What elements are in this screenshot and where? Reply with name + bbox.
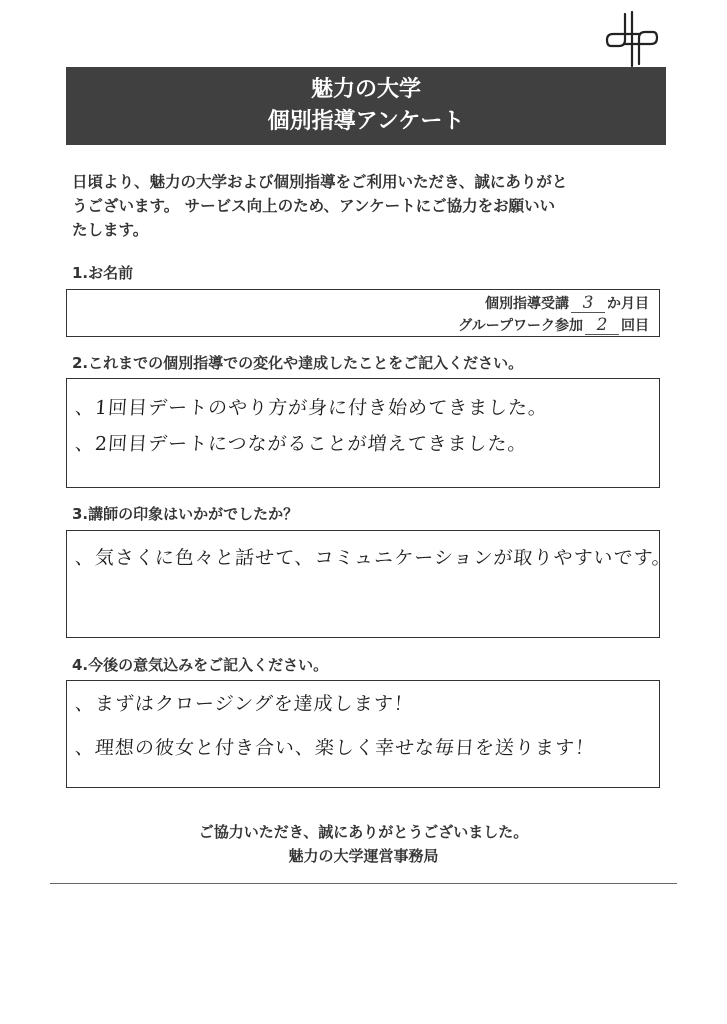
q3-answer-line-1: 、気さくに色々と話せて、コミュニケーションが取りやすいです。 (74, 547, 673, 569)
q1-name-box[interactable] (66, 289, 660, 337)
individual-value[interactable]: 3 (571, 294, 605, 313)
q3-answer-box[interactable] (66, 530, 673, 638)
group-value[interactable]: 2 (585, 316, 619, 335)
intro-line-1: 日頃より、魅力の大学および個別指導をご利用いただき、誠にありがと (72, 173, 568, 191)
bottom-divider (50, 883, 677, 884)
q2-label: 2.これまでの個別指導での変化や達成したことをご記入ください。 (72, 354, 524, 372)
q1-label: 1.お名前 (72, 264, 134, 282)
group-work-count (458, 315, 649, 335)
q4-label: 4.今後の意気込みをご記入ください。 (72, 656, 329, 674)
q4-answer-line-2: 、理想の彼女と付き合い、楽しく幸せな毎日を送ります！ (74, 737, 596, 759)
q4-answer-line-1: 、まずはクロージングを達成します！ (74, 693, 415, 715)
group-prefix: グループワーク参加 (458, 318, 583, 334)
q2-answer-box[interactable] (66, 378, 660, 488)
intro-line-3: たします。 (72, 221, 149, 239)
intro-paragraph (72, 170, 662, 242)
q4-answer-box[interactable] (66, 680, 660, 788)
header-title: 魅力の大学 (310, 77, 421, 102)
footer-thanks: ご協力いただき、誠にありがとうございました。 (198, 823, 529, 841)
footer-office: 魅力の大学運営事務局 (288, 847, 439, 865)
q2-answer-line-2: 、2回目デートにつながることが増えてきました。 (74, 433, 529, 455)
individual-suffix: か月目 (607, 296, 649, 312)
q2-answer-line-1: 、1回目デートのやり方が身に付き始めてきました。 (74, 397, 549, 419)
header-subtitle: 個別指導アンケート (267, 109, 465, 134)
thanks-footer (0, 820, 727, 868)
intro-line-2: うございます。 サービス向上のため、アンケートにご協力をお願いい (72, 197, 556, 215)
plus-knot-logo-icon (603, 10, 661, 68)
individual-prefix: 個別指導受講 (485, 296, 569, 312)
survey-header (66, 67, 666, 145)
group-suffix: 回目 (621, 318, 649, 334)
individual-session-count (485, 293, 649, 313)
q3-label: 3.講師の印象はいかがでしたか？ (72, 505, 299, 523)
